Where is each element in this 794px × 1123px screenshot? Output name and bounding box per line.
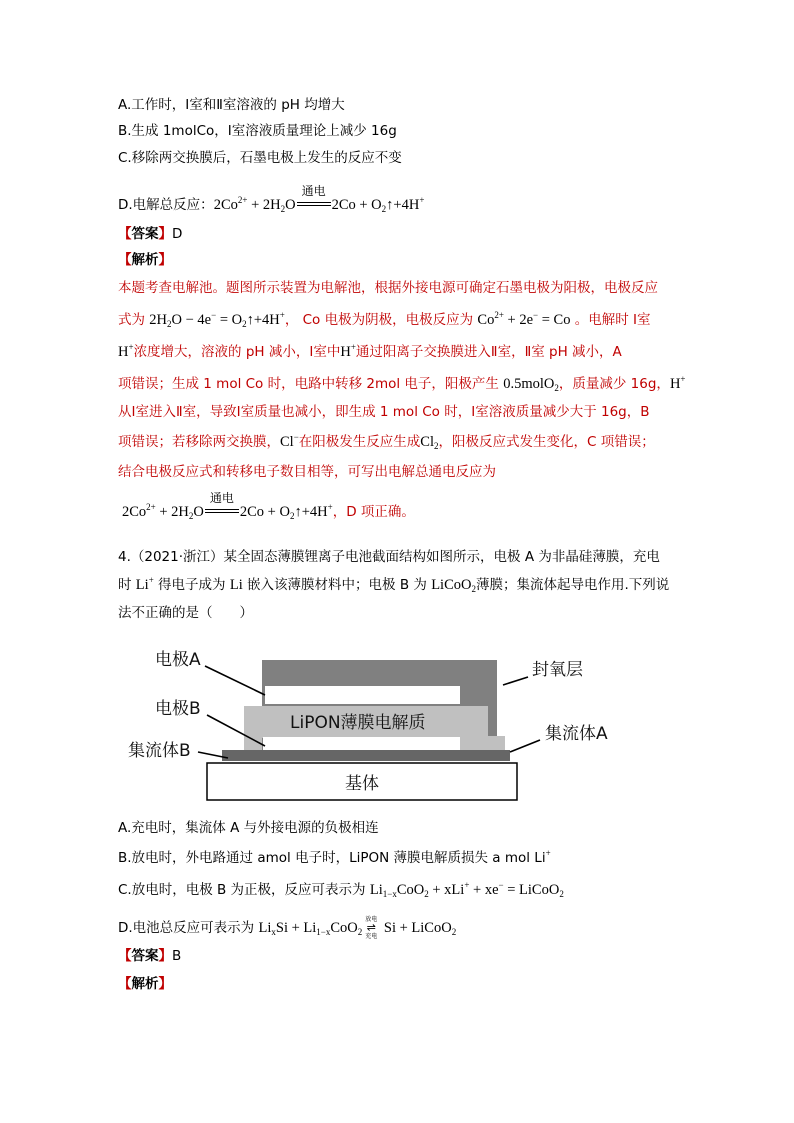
q4-analysis-heading	[118, 975, 172, 993]
text-segment: ，阳极反应式发生变化，C 项错误；	[438, 434, 655, 450]
bracket: 【	[118, 226, 132, 242]
total-equation	[122, 491, 333, 521]
q3-analysis-heading	[118, 251, 172, 269]
superscript: −	[533, 310, 539, 320]
analysis-line-7: 结合电极反应式和转移电子数目相等，可写出电解总通电反应为	[118, 464, 496, 480]
q3-option-c: C.移除两交换膜后，石墨电极上发生的反应不变	[118, 150, 402, 166]
subscript: 1−x	[382, 889, 397, 899]
analysis-line-3	[118, 343, 622, 361]
electrode-b-layer	[263, 737, 460, 750]
formula-part: Cl	[420, 434, 434, 450]
q4-stem-line-1: 4.（2021·浙江）某全固态薄膜锂离子电池截面结构如图所示，电极 A 为非晶硅薄膜，充电	[118, 549, 660, 565]
formula-part: Si + LiCoO	[380, 920, 452, 936]
subscript: 2	[188, 511, 194, 521]
text-segment: ， Co 电极为阴极，电极反应为	[284, 312, 478, 328]
q3-answer	[118, 225, 182, 243]
superscript: +	[680, 374, 686, 384]
q4-stem-line-3: 法不正确的是（ ）	[118, 605, 253, 621]
subscript: 2	[433, 441, 439, 451]
formula-part: ↑+4H	[246, 312, 280, 328]
formula-part: 0.5molO	[503, 376, 555, 392]
equals-double-line	[297, 202, 331, 206]
formula-part: + 2e	[503, 312, 534, 328]
answer-label: 答案	[131, 948, 159, 964]
formula-part: Co	[477, 312, 495, 328]
formula-part: H	[118, 344, 129, 360]
text-segment: 嵌入该薄膜材料中；电极 B 为	[242, 577, 432, 593]
reversible-arrow-icon: ⇌	[366, 921, 376, 934]
formula-part: O − 4e	[171, 312, 212, 328]
analysis-line-2	[118, 311, 651, 329]
electrolysis-condition	[297, 184, 331, 210]
electrolysis-condition	[205, 491, 239, 517]
bracket: 【	[118, 976, 132, 992]
answer-value: D	[172, 226, 183, 242]
leader-line-oxygen-seal	[503, 677, 528, 685]
charge-label: 充电	[365, 933, 378, 940]
formula-part: = LiCoO	[503, 882, 560, 898]
text-segment: 通过阳离子交换膜进入Ⅱ室，Ⅱ室 pH 减小，A	[355, 344, 622, 360]
formula-part: + xLi	[428, 882, 465, 898]
superscript: +	[148, 575, 154, 585]
formula-part: Li	[369, 882, 383, 898]
text-segment: 项错误；生成 1 mol Co 时，电路中转移 2mol 电子，阳极产生	[118, 376, 504, 392]
bracket: 】	[158, 976, 172, 992]
analysis-label: 解析	[131, 252, 159, 268]
subscript: 2	[357, 927, 363, 937]
q4-option-c	[118, 881, 564, 899]
formula-part: ↑+4H	[294, 504, 328, 520]
subscript: 2	[559, 889, 564, 899]
q3-option-d	[118, 184, 425, 214]
substrate-label: 基体	[345, 774, 379, 794]
analysis-label: 解析	[131, 976, 159, 992]
formula-part: Cl	[280, 434, 294, 450]
formula-part: + xe	[469, 882, 499, 898]
subscript: 2	[289, 511, 295, 521]
leader-line-collector-a	[510, 740, 540, 752]
q3-option-a: A.工作时，Ⅰ室和Ⅱ室溶液的 pH 均增大	[118, 97, 345, 113]
answer-label: 答案	[131, 226, 159, 242]
equals-double-line	[205, 509, 239, 513]
superscript: +	[279, 310, 285, 320]
superscript: −	[293, 432, 299, 442]
formula-part: 2Co	[122, 504, 147, 520]
bracket: 【	[118, 252, 132, 268]
subscript: 2	[280, 204, 286, 214]
superscript: −	[211, 310, 217, 320]
collector-a-label: 集流体A	[545, 724, 608, 744]
formula-part: Si + Li	[275, 920, 317, 936]
subscript: 2	[167, 319, 172, 329]
formula-part: 2Co + O	[331, 197, 382, 213]
formula-part: = Co	[538, 312, 571, 328]
formula-part: = O	[216, 312, 243, 328]
collector-strip	[222, 750, 510, 761]
q4-answer	[118, 947, 181, 965]
text-segment: B.放电时，外电路通过 amol 电子时，LiPON 薄膜电解质损失 a mol Li	[118, 850, 546, 866]
subscript: 2	[424, 889, 429, 899]
formula-part: Li	[135, 577, 149, 593]
superscript: +	[545, 848, 551, 858]
superscript: −	[498, 880, 504, 890]
analysis-line-4	[118, 375, 686, 393]
analysis-line-8	[122, 491, 415, 521]
electrode-a-label: 电极A	[155, 650, 201, 670]
condition-label: 通电	[301, 184, 326, 198]
text-segment: ，质量减少 16g，	[558, 376, 670, 392]
superscript: 2+	[237, 195, 248, 205]
total-equation	[213, 184, 425, 214]
text-segment: 项错误；若移除两交换膜，	[118, 434, 280, 450]
formula-part: 2Co	[213, 197, 238, 213]
formula-part: H	[340, 344, 351, 360]
superscript: 2+	[146, 502, 156, 512]
electrode-b-label: 电极B	[155, 699, 201, 719]
subscript: 2	[554, 383, 559, 393]
bracket: 】	[158, 252, 172, 268]
reversible-arrow	[365, 916, 377, 940]
q4-option-a: A.充电时，集流体 A 与外接电源的负极相连	[118, 820, 379, 836]
subscript: 2	[381, 204, 387, 214]
formula-part: LiCoO	[431, 577, 472, 593]
q4-stem-line-2	[118, 576, 669, 594]
subscript: 1−x	[316, 927, 331, 937]
option-label: D.电解总反应：	[118, 197, 214, 213]
text-segment: D.电池总反应可表示为	[118, 920, 259, 936]
text-segment: 得电子成为	[153, 577, 230, 593]
formula-part: O	[285, 197, 296, 213]
text-segment: 薄膜；集流体起导电作用.下列说	[475, 577, 670, 593]
q3-option-b: B.生成 1molCo，Ⅰ室溶液质量理论上减少 16g	[118, 123, 397, 139]
subscript: 2	[451, 927, 457, 937]
text-segment: 时	[118, 577, 136, 593]
leader-line-electrode-a	[205, 666, 265, 695]
text-segment: C.放电时，电极 B 为正极，反应可表示为	[118, 882, 370, 898]
lipon-electrolyte-right	[460, 736, 505, 751]
formula-part: ↑+4H	[386, 197, 420, 213]
discharge-label: 放电	[365, 916, 378, 923]
subscript: x	[271, 927, 276, 937]
text-segment: 在阳极发生反应生成	[298, 434, 421, 450]
text-segment: 浓度增大，溶液的 pH 减小，Ⅰ室中	[133, 344, 341, 360]
subscript: 2	[471, 584, 476, 594]
bracket: 】	[158, 948, 172, 964]
superscript: 2+	[494, 310, 504, 320]
oxygen-seal-label: 封氧层	[532, 660, 583, 680]
formula-part: + 2H	[247, 197, 281, 213]
formula-part: Li	[229, 577, 243, 593]
answer-value: B	[172, 948, 182, 964]
bracket: 【	[118, 948, 132, 964]
superscript: +	[128, 342, 134, 352]
superscript: +	[419, 195, 425, 205]
analysis-line-1: 本题考查电解池。题图所示装置为电解池，根据外接电源可确定石墨电极为阳极，电极反应	[118, 280, 658, 296]
formula-part: CoO	[396, 882, 425, 898]
collector-b-label: 集流体B	[128, 741, 191, 761]
text-segment: 。电解时 Ⅰ室	[570, 312, 651, 328]
superscript: +	[350, 342, 356, 352]
q4-option-d	[118, 916, 456, 940]
analysis-line-6	[118, 433, 655, 451]
formula-part: H	[669, 376, 681, 392]
text-segment: 式为	[118, 312, 150, 328]
formula-part: 2Co + O	[239, 504, 290, 520]
superscript: +	[327, 502, 333, 512]
formula-part: + 2H	[155, 504, 189, 520]
bracket: 】	[158, 226, 172, 242]
superscript: +	[464, 880, 470, 890]
electrolyte-label: LiPON薄膜电解质	[290, 713, 426, 733]
text-segment: ，D 项正确。	[332, 504, 415, 520]
battery-cross-section-diagram	[120, 640, 640, 810]
formula-part: Li	[258, 920, 272, 936]
electrode-a-layer	[265, 686, 460, 704]
q4-option-b	[118, 849, 551, 867]
condition-label: 通电	[209, 491, 234, 505]
subscript: 2	[242, 319, 247, 329]
formula-part: O	[193, 504, 204, 520]
formula-part: 2H	[149, 312, 168, 328]
analysis-line-5: 从Ⅰ室进入Ⅱ室，导致Ⅰ室质量也减小，即生成 1 mol Co 时，Ⅰ室溶液质量减少大于 16g，B	[118, 404, 650, 420]
formula-part: CoO	[330, 920, 358, 936]
